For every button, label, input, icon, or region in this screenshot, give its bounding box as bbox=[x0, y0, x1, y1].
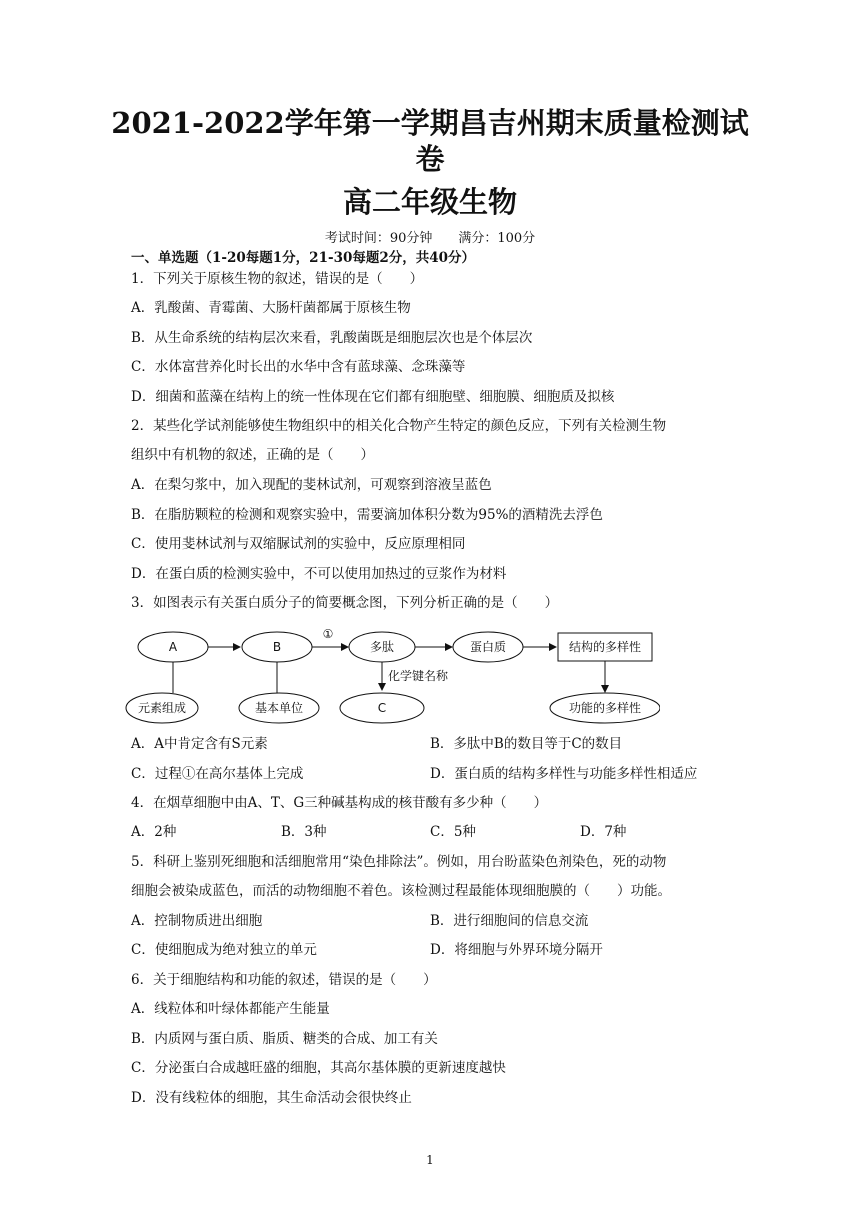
node-protein-label: 蛋白质 bbox=[469, 640, 507, 654]
question-2-stem-line-1: 2．某些化学试剂能够使生物组织中的相关化合物产生特定的颜色反应，下列有关检测生物 bbox=[131, 418, 667, 434]
question-4-option-b: B．3种 bbox=[281, 824, 327, 840]
question-2-option-a: A．在梨匀浆中，加入现配的斐林试剂，可观察到溶液呈蓝色 bbox=[131, 477, 492, 493]
exam-info: 考试时间：90分钟 满分：100分 bbox=[324, 231, 536, 246]
question-5-stem-line-1: 5．科研上鉴别死细胞和活细胞常用“染色排除法”。例如，用台盼蓝染色剂染色，死的动物 bbox=[131, 854, 667, 870]
question-5-option-b: B．进行细胞间的信息交流 bbox=[430, 913, 589, 929]
node-basic-unit-label: 基本单位 bbox=[254, 701, 304, 715]
question-4-option-a: A．2种 bbox=[131, 824, 177, 840]
question-3-option-b: B．多肽中B的数目等于C的数目 bbox=[430, 736, 623, 752]
node-b-label: B bbox=[272, 640, 282, 654]
node-a-label: A bbox=[168, 640, 178, 654]
question-6-option-a: A．线粒体和叶绿体都能产生能量 bbox=[131, 1001, 330, 1017]
node-polypeptide-label: 多肽 bbox=[369, 640, 395, 654]
page-number: 1 bbox=[426, 1153, 434, 1167]
section-heading: 一、单选题（1-20每题1分，21-30每题2分，共40分） bbox=[131, 250, 476, 266]
question-1-option-a: A．乳酸菌、青霉菌、大肠杆菌都属于原核生物 bbox=[131, 300, 411, 316]
question-3-option-d: D．蛋白质的结构多样性与功能多样性相适应 bbox=[430, 766, 698, 782]
node-function-diversity-label: 功能的多样性 bbox=[568, 701, 642, 715]
subtitle: 高二年级生物 bbox=[342, 185, 517, 219]
question-6-option-c: C．分泌蛋白合成越旺盛的细胞，其高尔基体膜的更新速度越快 bbox=[131, 1060, 506, 1076]
question-1-option-b: B．从生命系统的结构层次来看，乳酸菌既是细胞层次也是个体层次 bbox=[131, 330, 533, 346]
question-5-option-d: D．将细胞与外界环境分隔开 bbox=[430, 942, 603, 958]
question-2-option-b: B．在脂肪颗粒的检测和观察实验中，需要滴加体积分数为95%的酒精洗去浮色 bbox=[131, 507, 603, 523]
question-5-stem-line-2: 细胞会被染成蓝色，而活的动物细胞不着色。该检测过程最能体现细胞膜的（ ）功能。 bbox=[131, 883, 671, 899]
question-1-stem: 1．下列关于原核生物的叙述，错误的是（ ） bbox=[131, 271, 424, 287]
question-1-option-d: D．细菌和蓝藻在结构上的统一性体现在它们都有细胞壁、细胞膜、细胞质及拟核 bbox=[131, 389, 615, 405]
question-5-option-a: A．控制物质进出细胞 bbox=[131, 913, 263, 929]
protein-concept-diagram bbox=[120, 620, 660, 732]
question-1-option-c: C．水体富营养化时长出的水华中含有蓝球藻、念珠藻等 bbox=[131, 359, 466, 375]
title-line-1: 2021-2022学年第一学期昌吉州期末质量检测试 bbox=[111, 106, 749, 140]
question-5-option-c: C．使细胞成为绝对独立的单元 bbox=[131, 942, 317, 958]
question-4-option-d: D．7种 bbox=[580, 824, 627, 840]
node-elements-label: 元素组成 bbox=[137, 701, 187, 715]
question-2-stem-line-2: 组织中有机物的叙述，正确的是（ ） bbox=[131, 447, 374, 463]
question-4-stem: 4．在烟草细胞中由A、T、G三种碱基构成的核苷酸有多少种（ ） bbox=[131, 795, 548, 811]
question-6-option-b: B．内质网与蛋白质、脂质、糖类的合成、加工有关 bbox=[131, 1031, 438, 1047]
question-6-stem: 6．关于细胞结构和功能的叙述，错误的是（ ） bbox=[131, 972, 437, 988]
question-4-option-c: C．5种 bbox=[430, 824, 476, 840]
question-3-option-a: A．A中肯定含有S元素 bbox=[131, 736, 268, 752]
question-3-option-c: C．过程①在高尔基体上完成 bbox=[131, 766, 304, 782]
bond-name-label: 化学键名称 bbox=[388, 669, 449, 683]
question-6-option-d: D．没有线粒体的细胞，其生命活动会很快终止 bbox=[131, 1090, 412, 1106]
node-c-label: C bbox=[377, 701, 387, 715]
title-line-2: 卷 bbox=[415, 142, 445, 176]
question-2-option-c: C．使用斐林试剂与双缩脲试剂的实验中，反应原理相同 bbox=[131, 536, 466, 552]
step-1-label: ① bbox=[322, 627, 334, 641]
question-3-stem: 3．如图表示有关蛋白质分子的简要概念图，下列分析正确的是（ ） bbox=[131, 595, 559, 611]
node-structure-diversity-label: 结构的多样性 bbox=[568, 640, 642, 654]
question-2-option-d: D．在蛋白质的检测实验中，不可以使用加热过的豆浆作为材料 bbox=[131, 566, 507, 582]
